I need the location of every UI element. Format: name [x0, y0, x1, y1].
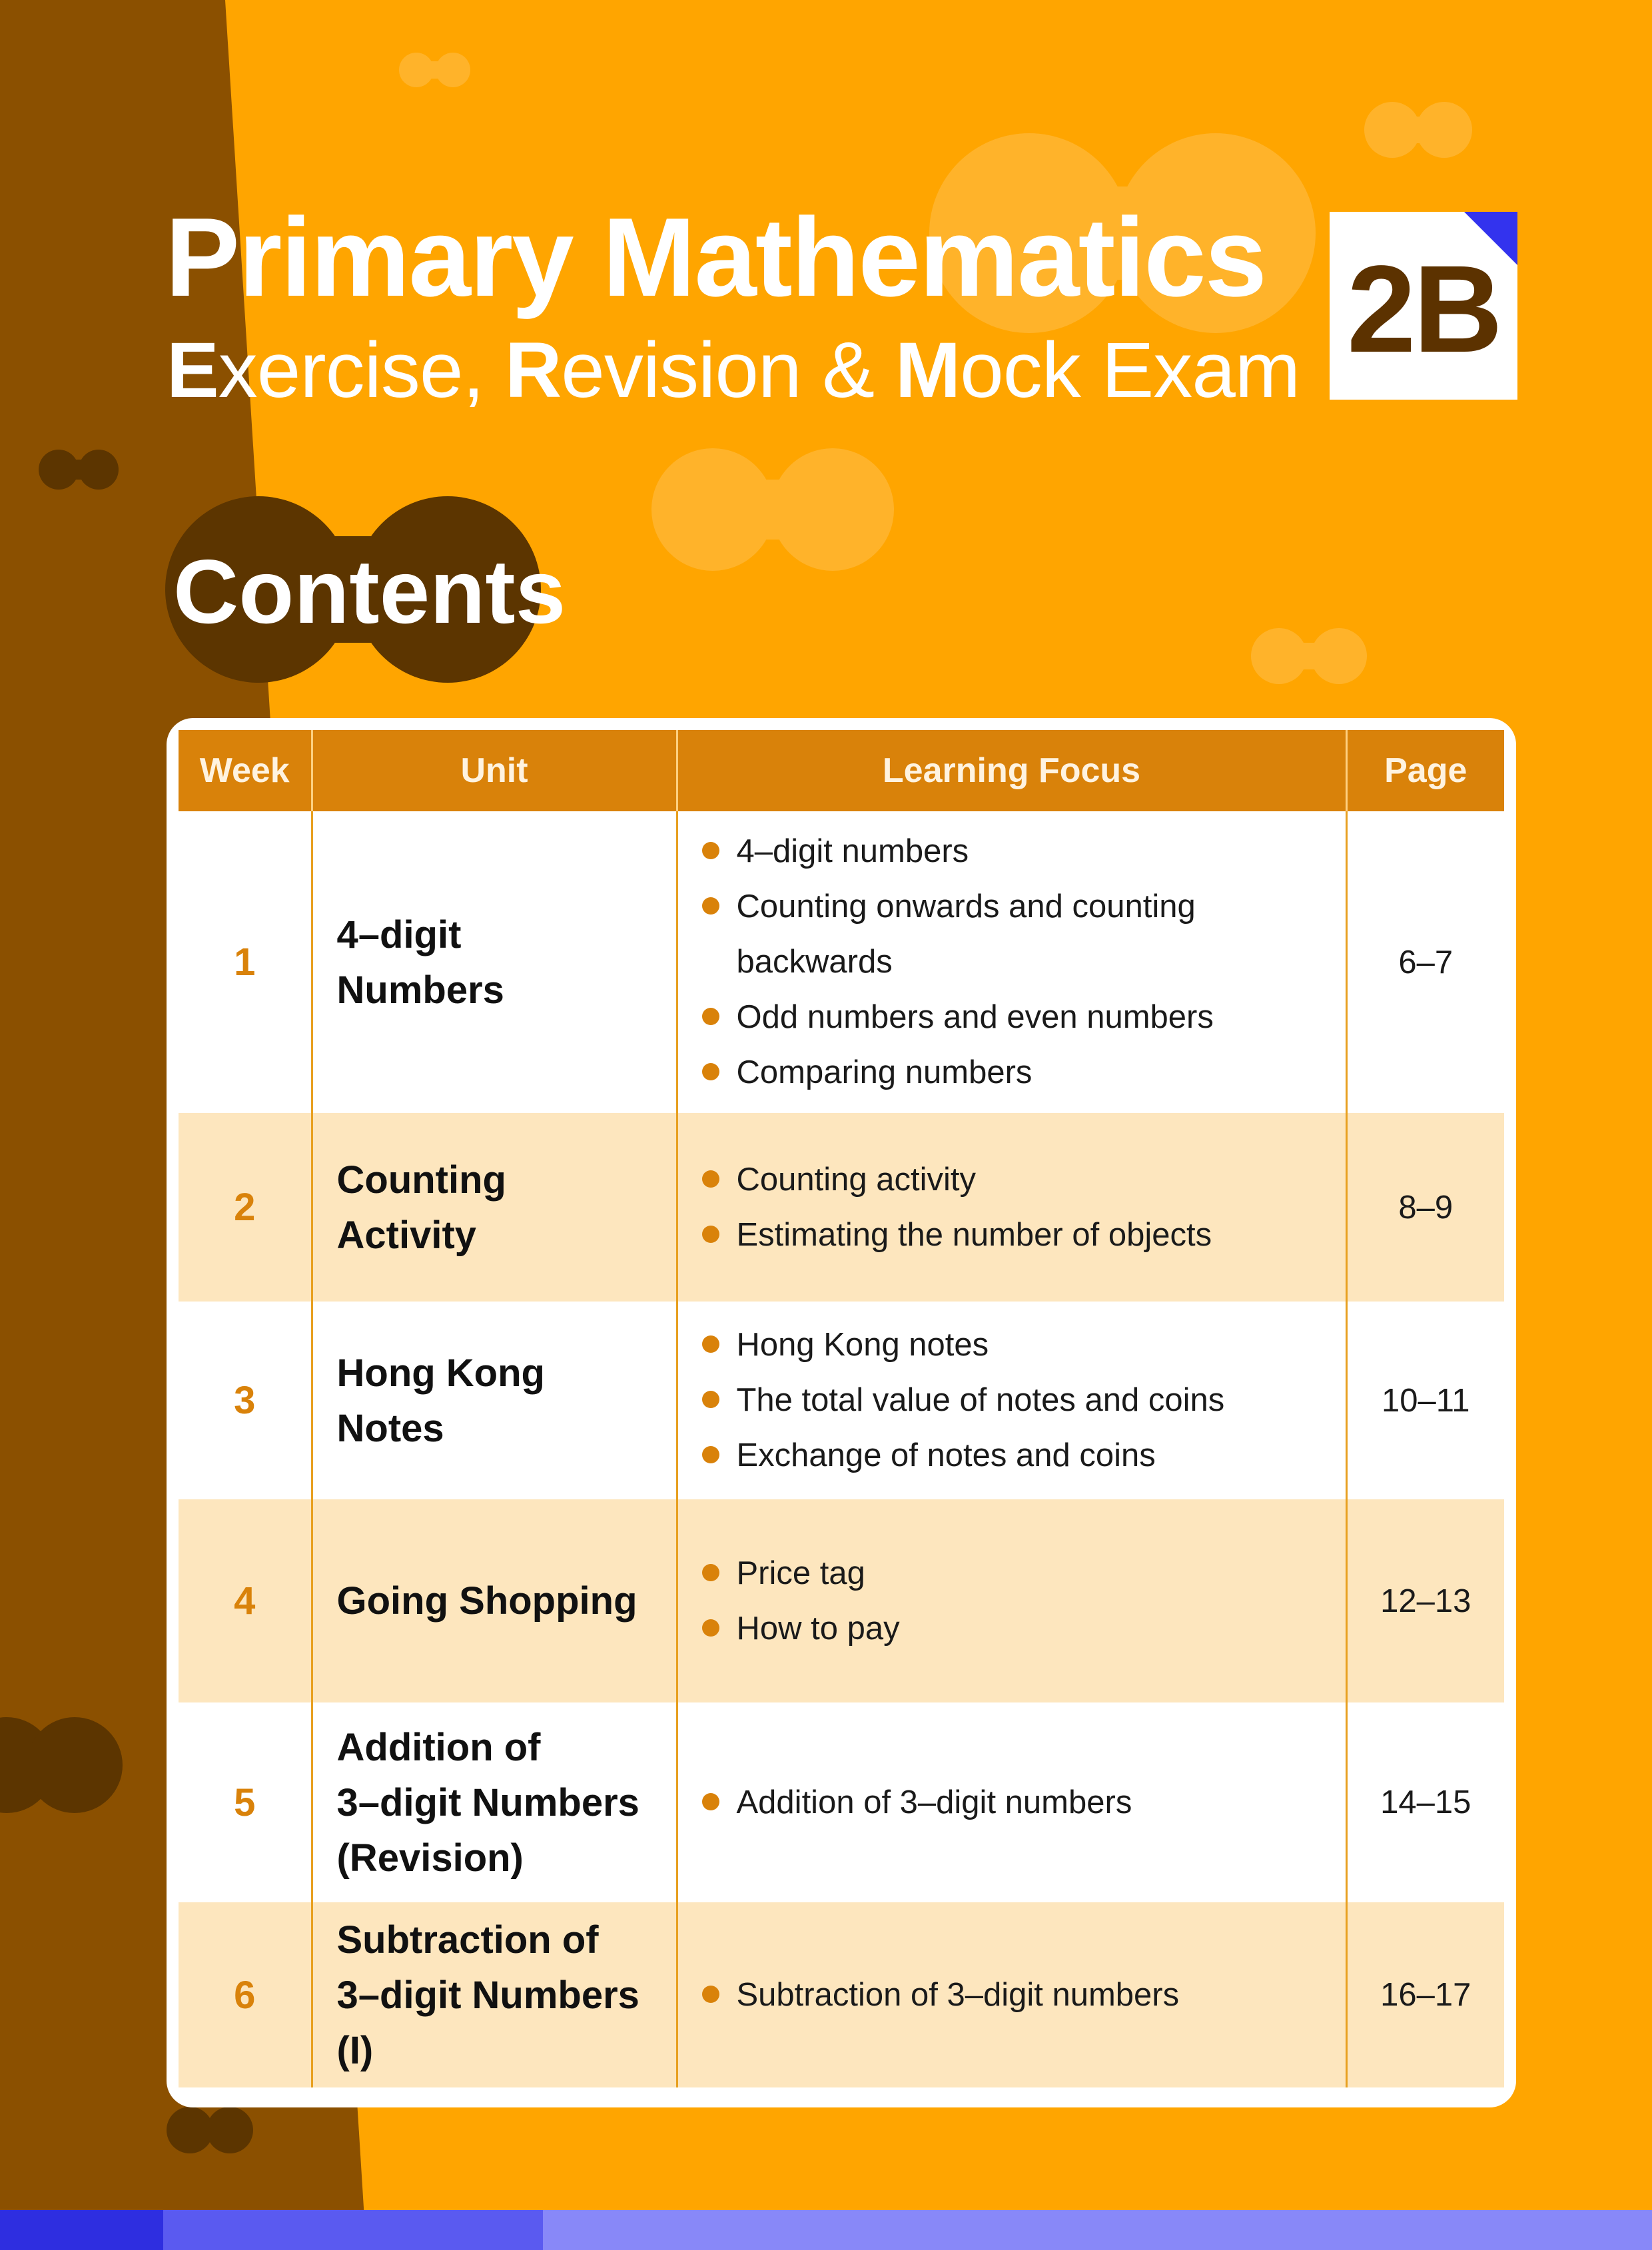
header-unit: Unit: [312, 730, 677, 811]
table-row: [179, 811, 1504, 1113]
learning-focus: [677, 1702, 1346, 1902]
learning-focus: [677, 1302, 1346, 1499]
unit-name-line: (I): [336, 2028, 374, 2072]
bullet-dot-icon: [702, 1335, 719, 1353]
focus-item-text: The total value of notes and coins: [736, 1382, 1225, 1418]
grade-label: 2B: [1347, 240, 1500, 378]
unit-name: [312, 1113, 677, 1302]
focus-item: [698, 1208, 1346, 1263]
table-row: [179, 1702, 1504, 1902]
focus-item-text: Price tag: [736, 1555, 865, 1591]
focus-item-text: Counting onwards and counting backwards: [736, 889, 1196, 980]
week-number: 3: [234, 1379, 256, 1422]
header-page: Page: [1346, 730, 1504, 811]
bullet-dot-icon: [702, 1063, 719, 1080]
focus-list: [698, 1546, 1346, 1657]
focus-list: [698, 1152, 1346, 1263]
unit-name-line: Notes: [336, 1406, 444, 1450]
focus-item: [698, 1045, 1346, 1100]
header-learning-focus: Learning Focus: [677, 730, 1346, 811]
table-row: [179, 1499, 1504, 1702]
focus-item-text: Subtraction of 3–digit numbers: [736, 1976, 1180, 2013]
contents-table: [179, 730, 1504, 2087]
focus-item: [698, 1428, 1346, 1483]
page-range: 14–15: [1346, 1702, 1504, 1902]
unit-name-line: Numbers: [336, 968, 504, 1012]
unit-name-line: 3–digit Numbers: [336, 1780, 639, 1824]
table-row: [179, 1902, 1504, 2087]
bullet-dot-icon: [702, 1564, 719, 1581]
week-number: 2: [179, 1113, 312, 1302]
focus-item: [698, 824, 1346, 879]
unit-name-line: Activity: [336, 1213, 477, 1257]
learning-focus: [677, 1113, 1346, 1302]
focus-item-text: 4–digit numbers: [736, 833, 969, 869]
learning-focus: [677, 1902, 1346, 2087]
week-number: 1: [234, 940, 256, 984]
unit-name: [312, 1499, 677, 1702]
unit-name: [312, 811, 677, 1113]
focus-item: [698, 1775, 1346, 1830]
footer-strip-light: [543, 2210, 1652, 2250]
bullet-dot-icon: [702, 1170, 719, 1188]
focus-item: [698, 1546, 1346, 1601]
focus-item: [698, 990, 1346, 1045]
bullet-dot-icon: [702, 1619, 719, 1637]
bullet-dot-icon: [702, 897, 719, 915]
bullet-dot-icon: [702, 1986, 719, 2003]
bullet-dot-icon: [702, 1226, 719, 1243]
bullet-dot-icon: [702, 842, 719, 859]
header-week: Week: [179, 730, 312, 811]
book-title: Primary Mathematics: [165, 194, 1266, 320]
unit-name-line: 3–digit Numbers: [336, 1973, 639, 2017]
footer-strip-dark: [0, 2210, 163, 2250]
page-range: 12–13: [1346, 1499, 1504, 1702]
page-range: 10–11: [1346, 1302, 1504, 1499]
focus-item-text: Hong Kong notes: [736, 1327, 989, 1363]
focus-item-text: Comparing numbers: [736, 1054, 1032, 1090]
focus-item: [698, 879, 1346, 990]
focus-item-text: Counting activity: [736, 1161, 977, 1198]
unit-name: [312, 1702, 677, 1902]
contents-heading: Contents: [173, 541, 566, 642]
focus-list: [698, 1775, 1346, 1830]
focus-item-text: Odd numbers and even numbers: [736, 999, 1214, 1035]
unit-name-line: Counting: [336, 1158, 506, 1202]
unit-name-line: Going Shopping: [336, 1579, 637, 1623]
week-number: 6: [179, 1902, 312, 2087]
bullet-dot-icon: [702, 1391, 719, 1408]
page-range: 8–9: [1346, 1113, 1504, 1302]
bullet-dot-icon: [702, 1008, 719, 1025]
book-subtitle: Exercise, Revision & Mock Exam: [167, 326, 1300, 414]
unit-name-line: 4–digit: [336, 913, 462, 956]
focus-item-text: Estimating the number of objects: [736, 1216, 1212, 1253]
bullet-dot-icon: [702, 1793, 719, 1810]
week-number: 4: [179, 1499, 312, 1702]
focus-item: [698, 1152, 1346, 1208]
focus-item: [698, 1373, 1346, 1428]
table-row: [179, 1302, 1504, 1499]
unit-name-line: Hong Kong: [336, 1351, 545, 1395]
focus-item: [698, 1968, 1346, 2023]
grade-badge: [1330, 212, 1517, 400]
unit-name-line: Addition of: [336, 1725, 541, 1769]
unit-name-line: (Revision): [336, 1836, 524, 1880]
focus-item-text: How to pay: [736, 1610, 900, 1647]
unit-name: [312, 1902, 677, 2087]
focus-item-text: Exchange of notes and coins: [736, 1437, 1156, 1473]
learning-focus: [677, 1499, 1346, 1702]
footer-strip-mid: [163, 2210, 543, 2250]
table-header-row: [179, 730, 1504, 811]
focus-item-text: Addition of 3–digit numbers: [736, 1784, 1132, 1820]
focus-item: [698, 1317, 1346, 1373]
learning-focus: [677, 811, 1346, 1113]
page-range: 16–17: [1346, 1902, 1504, 2087]
bullet-dot-icon: [702, 1446, 719, 1463]
table-row: [179, 1113, 1504, 1302]
focus-item: [698, 1601, 1346, 1657]
unit-name: [312, 1302, 677, 1499]
focus-list: [698, 1968, 1346, 2023]
week-number: 5: [234, 1780, 256, 1824]
unit-name-line: Subtraction of: [336, 1918, 599, 1962]
contents-panel: [167, 718, 1516, 2107]
focus-list: [698, 824, 1346, 1100]
focus-list: [698, 1317, 1346, 1483]
page-range: 6–7: [1346, 811, 1504, 1113]
